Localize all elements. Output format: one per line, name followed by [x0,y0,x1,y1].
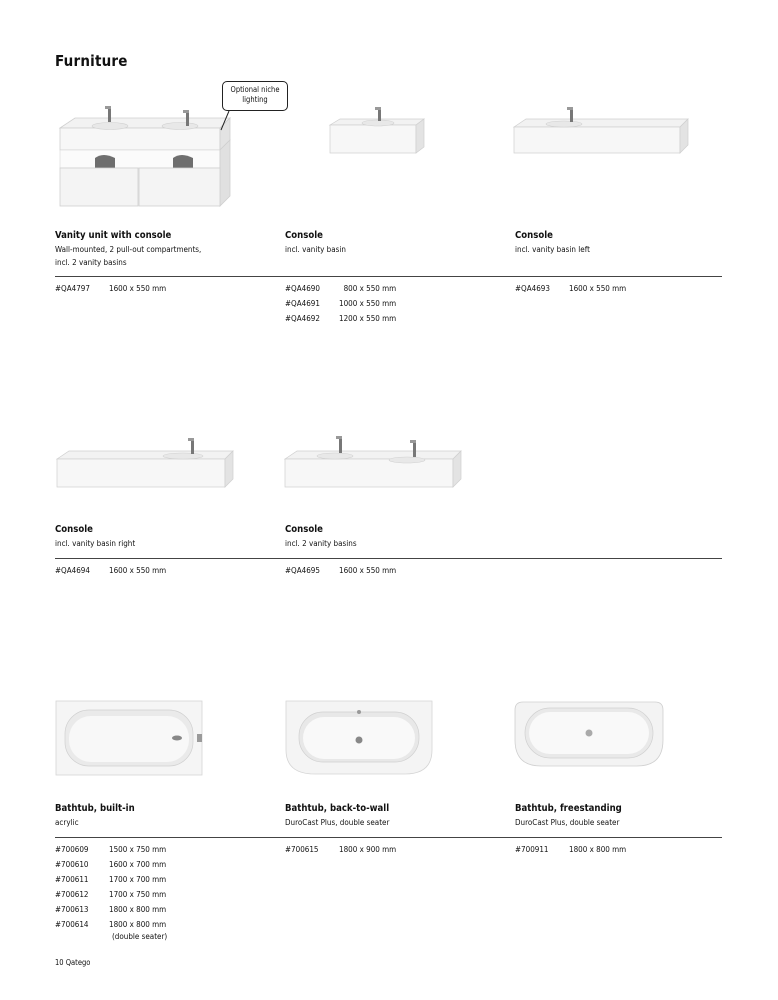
dimensions: 1800 x 900 mm [339,845,397,854]
divider [55,276,722,277]
vanity-unit-image [55,100,235,210]
spec-list [285,281,396,326]
dimension-note: (double seater) [112,932,168,941]
spec-row [55,917,167,932]
spec-list [55,563,166,578]
spec-row [55,563,166,578]
product-title: Vanity unit with console [55,230,172,241]
dimensions: 1600 x 550 mm [109,566,167,575]
article-number: #QA4693 [515,284,550,293]
article-number: #700610 [55,860,89,869]
console-left-image [512,105,692,165]
bathtub-built-in-image [55,700,205,778]
spec-row [285,311,396,326]
dimensions: 1700 x 700 mm [109,875,167,884]
article-number: #QA4695 [285,566,320,575]
article-number: #QA4691 [285,299,320,308]
subtitle-line: incl. vanity basin [285,245,346,254]
dimensions: 1700 x 750 mm [109,890,167,899]
spec-list [515,281,626,296]
spec-list [55,281,166,296]
spec-row [515,842,626,857]
dimensions: 800 x 550 mm [339,284,397,293]
spec-row [55,842,167,857]
dimensions: 1200 x 550 mm [339,314,397,323]
divider [55,558,722,559]
spec-row [515,281,626,296]
article-number: #QA4692 [285,314,320,323]
product-title: Bathtub, back-to-wall [285,803,390,814]
product-title: Console [55,524,93,535]
subtitle-line: DuroCast Plus, double seater [515,818,620,827]
spec-row [55,887,167,902]
spec-row [55,857,167,872]
article-number: #QA4797 [55,284,90,293]
console-right-image [55,435,237,497]
spec-list [515,842,626,857]
page-footer: 10 Qatego [55,958,91,967]
spec-row [285,842,396,857]
article-number: #700615 [285,845,319,854]
product-subtitle [285,243,346,256]
product-subtitle [55,243,201,269]
subtitle-line: incl. 2 vanity basins [55,258,127,267]
product-subtitle [515,243,590,256]
subtitle-line: Wall-mounted, 2 pull-out compartments, [55,245,202,254]
article-number: #700612 [55,890,89,899]
niche-lighting-callout [222,81,288,111]
dimensions: 1800 x 800 mm [109,920,167,929]
divider [55,837,722,838]
page-title: Furniture [55,52,128,70]
spec-list [55,842,167,942]
article-number: #700613 [55,905,89,914]
product-subtitle [285,816,389,829]
console-small-image [328,105,428,160]
bathtub-back-to-wall-image [285,700,435,778]
spec-list [285,842,396,857]
dimensions: 1800 x 800 mm [109,905,167,914]
subtitle-line: acrylic [55,818,79,827]
spec-list [285,563,396,578]
bathtub-freestanding-image [513,700,665,770]
spec-row [285,281,396,296]
product-title: Console [515,230,553,241]
callout-line: Optional niche [230,85,280,94]
spec-row [55,902,167,917]
article-number: #700911 [515,845,549,854]
dimensions: 1600 x 700 mm [109,860,167,869]
spec-row [285,563,396,578]
product-subtitle [55,537,135,550]
product-title: Console [285,524,323,535]
article-number: #700614 [55,920,89,929]
spec-row [55,872,167,887]
dimensions: 1600 x 550 mm [109,284,167,293]
callout-pointer [215,110,235,132]
article-number: #700611 [55,875,89,884]
subtitle-line: incl. vanity basin left [515,245,590,254]
spec-row [285,296,396,311]
article-number: #QA4690 [285,284,320,293]
product-subtitle [55,816,79,829]
subtitle-line: DuroCast Plus, double seater [285,818,390,827]
product-title: Console [285,230,323,241]
spec-row [55,281,166,296]
subtitle-line: incl. vanity basin right [55,539,136,548]
dimensions: 1500 x 750 mm [109,845,167,854]
article-number: #QA4694 [55,566,90,575]
product-subtitle [515,816,619,829]
console-double-image [283,435,465,497]
dimensions: 1800 x 800 mm [569,845,627,854]
product-title: Bathtub, built-in [55,803,135,814]
dimensions: 1600 x 550 mm [339,566,397,575]
dimensions: 1000 x 550 mm [339,299,397,308]
callout-line: lighting [242,95,268,104]
article-number: #700609 [55,845,89,854]
dimensions: 1600 x 550 mm [569,284,627,293]
product-subtitle [285,537,357,550]
product-title: Bathtub, freestanding [515,803,622,814]
subtitle-line: incl. 2 vanity basins [285,539,357,548]
